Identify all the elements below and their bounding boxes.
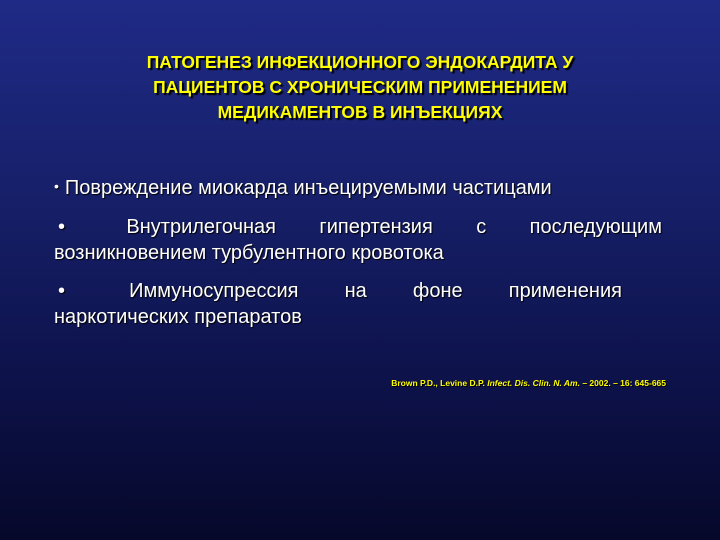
bullet-word: последующим xyxy=(529,216,662,238)
citation-journal: Infect. Dis. Clin. N. Am. xyxy=(487,378,580,388)
citation-details: – 2002. – 16: 645-665 xyxy=(579,378,666,388)
bullet-item-pulmonary-hypertension xyxy=(54,214,662,266)
bullet-item-immunosuppression xyxy=(54,278,662,330)
bullet-word: применения xyxy=(508,280,622,302)
title-line-2: ПАЦИЕНТОВ С ХРОНИЧЕСКИМ ПРИМЕНЕНИЕМ xyxy=(153,77,567,97)
bullet-marker: • xyxy=(58,216,66,238)
citation-authors: Brown P.D., Levine D.P. xyxy=(391,378,488,388)
bullet-text-continuation: наркотических препаратов xyxy=(54,306,302,328)
title-line-1: ПАТОГЕНЕЗ ИНФЕКЦИОННОГО ЭНДОКАРДИТА У xyxy=(146,52,574,72)
bullet-item-myocardial-damage xyxy=(54,175,662,202)
bullet-word: Внутрилегочная xyxy=(126,216,277,238)
bullet-list xyxy=(54,175,662,342)
bullet-text-continuation: возникновением турбулентного кровотока xyxy=(54,242,444,264)
bullet-word: с xyxy=(476,216,487,238)
slide-title xyxy=(40,50,680,125)
citation xyxy=(391,378,666,388)
bullet-word: гипертензия xyxy=(319,216,433,238)
bullet-marker: • xyxy=(54,178,59,194)
title-line-3: МЕДИКАМЕНТОВ В ИНЪЕКЦИЯХ xyxy=(217,102,503,122)
bullet-text: Повреждение миокарда инъецируемыми частицами xyxy=(64,177,552,199)
bullet-marker: • xyxy=(58,280,66,302)
bullet-word: фоне xyxy=(412,280,463,302)
bullet-word: на xyxy=(344,280,367,302)
bullet-word: Иммуносупрессия xyxy=(129,280,299,302)
